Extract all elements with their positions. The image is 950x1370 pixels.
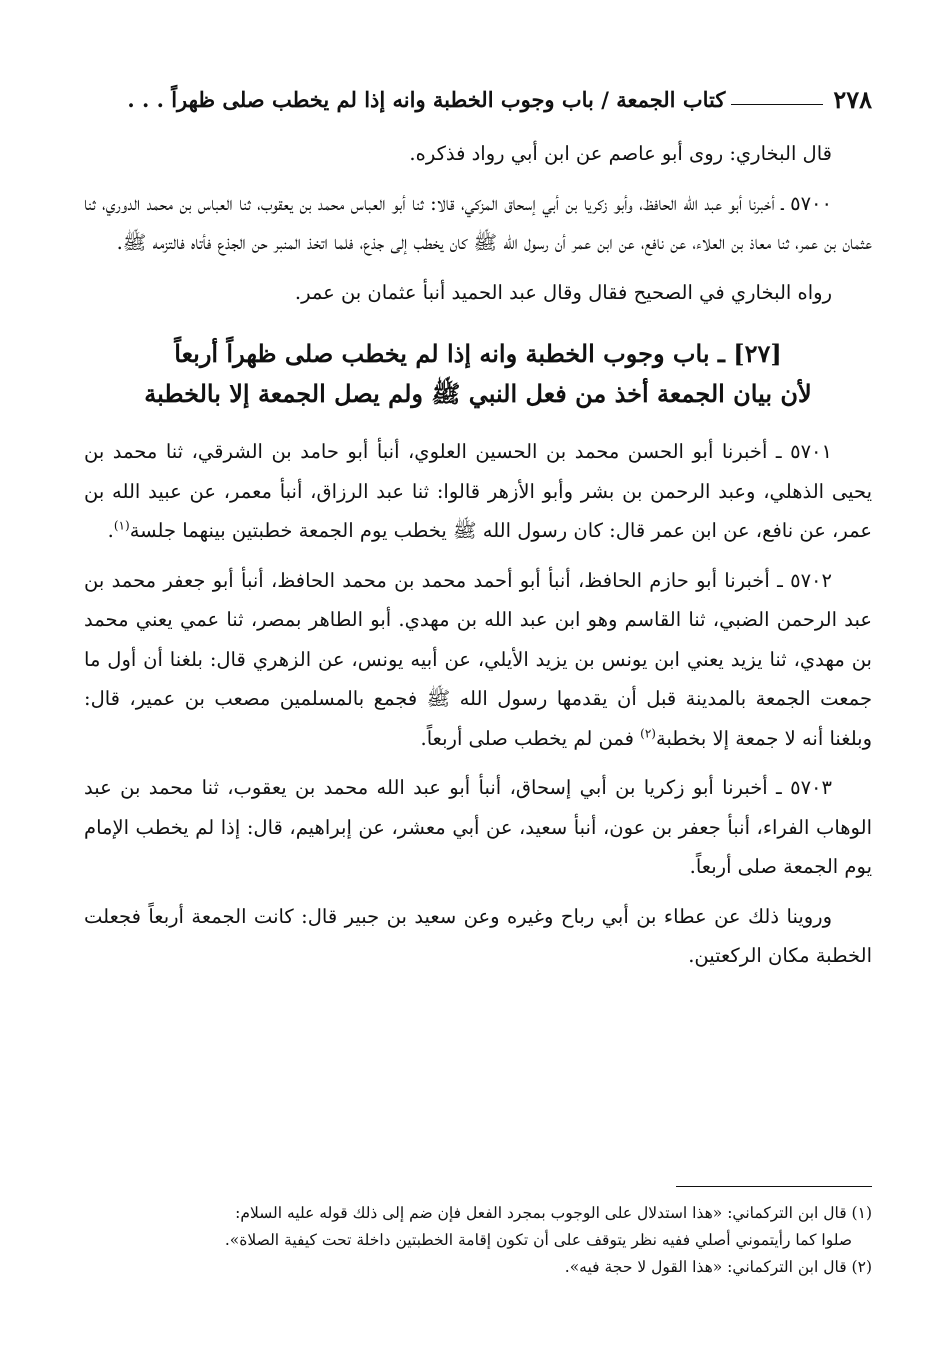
hadith-5702-end: فمن لم يخطب صلى أربعاً. [420,726,641,750]
header-title: كتاب الجمعة / باب وجوب الخطبة وانه إذا لم يخطب صلى ظهراً . . . [127,86,726,112]
hadith-5703: ٥٧٠٣ ـ أخبرنا أبو زكريا بن أبي إسحاق، أنبأ أبو عبد الله محمد بن يعقوب، ثنا محمد بن عبد الوهاب الفراء، أنبأ جعفر بن عون، أنبأ سعيد، عن أبي معشر، عن إبراهيم، قال: إذا لم يخطب الإمام يوم الجمعة صلى أربعاً. [84,776,872,878]
hadith-5701-text: ٥٧٠١ ـ أخبرنا أبو الحسن محمد بن الحسين العلوي، أنبأ أبو حامد بن الشرقي، ثنا محمد بن يحيى الذهلي، وعبد الرحمن بن بشر وأبو الأزهر قالوا: ثنا عبد الرزاق، أنبأ معمر، عن عبيد الله بن عمر، عن نافع، عن ابن عمر قال: كان رسول الله ﷺ يخطب يوم الجمعة خطبتين بينهما جلسة [84,440,872,542]
paragraph-ata-report: وروينا ذلك عن عطاء بن أبي رباح وغيره وعن سعيد بن جبير قال: كانت الجمعة أربعاً فجعلت الخطبة مكان الركعتين. [84,904,872,967]
chapter-heading-line2: لأن بيان الجمعة أخذ من فعل النبي ﷺ ولم يصل الجمعة إلا بالخطبة [144,379,812,408]
footnote-separator [676,1186,872,1187]
hadith-5702 [84,561,872,759]
footnote-2: (٢) قال ابن التركماني: «هذا القول لا حجة فيه». [564,1258,872,1276]
chapter-heading-line1: [٢٧] ـ باب وجوب الخطبة وانه إذا لم يخطب صلى ظهراً أربعاً [174,339,782,368]
footnote-1-line1: (١) قال ابن التركماني: «هذا استدلال على الوجوب بمجرد الفعل فإن ضم إلى ذلك قوله عليه السلام: [235,1204,872,1222]
footnotes [84,1200,872,1281]
hadith-5700: ٥٧٠٠ ـ أخبرنا أبو عبد الله الحافظ، وأبو زكريا بن أبي إسحاق المزكي، قالا: ثنا أبو العباس محمد بن يعقوب، ثنا العباس بن محمد الدوري، ثنا عثمان بن عمر، ثنا معاذ بن العلاء، عن نافع، عن ابن عمر أن رسول الله ﷺ كان يخطب إلى جذع، فلما اتخذ المنبر حن الجذع فأتاه فالتزمه ﷺ. [84,191,872,254]
running-header [84,82,872,116]
footnote-marker-2[interactable]: (٢) [640,726,656,740]
page-number: ٢٧٨ [833,84,872,114]
footnote-marker-1[interactable]: (١) [113,518,130,533]
hadith-5701 [84,432,872,551]
paragraph-bukhari-sahih: رواه البخاري في الصحيح فقال وقال عبد الحميد أنبأ عثمان بن عمر. [294,280,832,304]
hadith-5701-end: . [107,519,114,542]
header-rule [731,104,823,105]
footnote-1-line2: صلوا كما رأيتموني أصلي ففيه نظر يتوقف على أن تكون إقامة الخطبتين داخلة تحت كيفية الصلاة». [224,1231,852,1249]
chapter-heading [104,334,852,414]
paragraph-bukhari-note: قال البخاري: روى أبو عاصم عن ابن أبي رواد فذكره. [409,142,832,165]
hadith-5702-text: ٥٧٠٢ ـ أخبرنا أبو حازم الحافظ، أنبأ أبو أحمد محمد بن محمد الحافظ، أنبأ أبو جعفر محمد بن عبد الرحمن الضبي، ثنا القاسم وهو ابن عبد الله بن مهدي. أبو الطاهر بمصر، ثنا عمي يعني محمد بن مهدي، ثنا يزيد يعني ابن يونس بن يزيد الأيلي، عن أبيه يونس، عن الزهري قال: بلغنا أن أول ما جمعت الجمعة بالمدينة قبل أن يقدمها رسول الله ﷺ فجمع بالمسلمين مصعب بن عمير، قال: وبلغنا أنه لا جمعة إلا بخطبة [84,568,872,750]
